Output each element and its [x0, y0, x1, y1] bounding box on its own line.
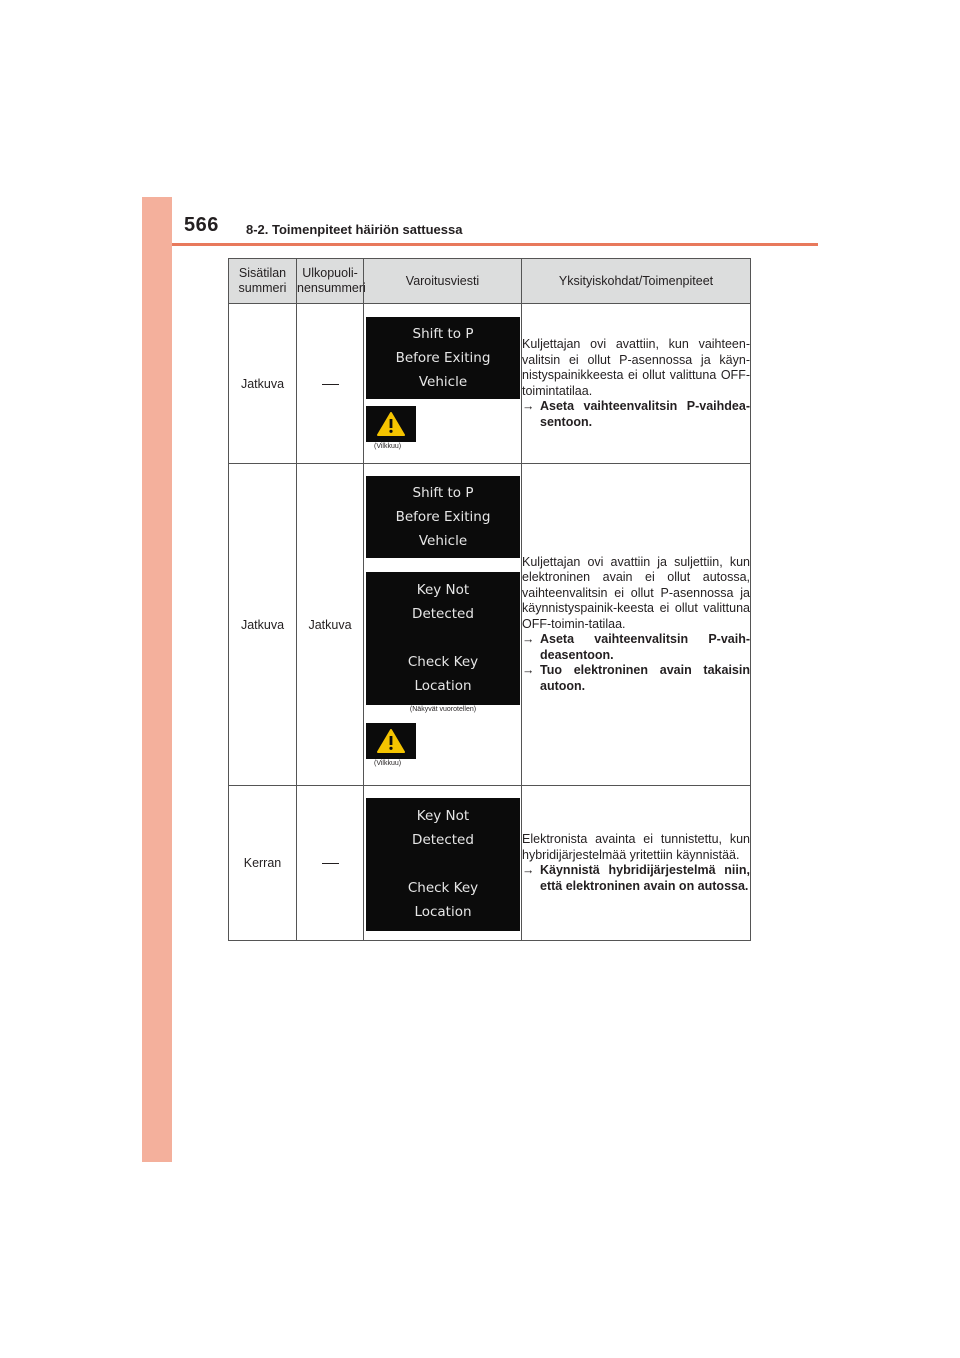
table-row [229, 786, 751, 941]
arrow-icon: → [522, 663, 535, 678]
header-exterior-buzzer [297, 259, 364, 304]
header-details: Yksityiskohdat/Toimenpiteet [522, 259, 751, 304]
row1-interior: Jatkuva [229, 304, 297, 464]
display-line: Detected [412, 606, 474, 622]
table-header-row [229, 259, 751, 304]
warning-table [228, 258, 751, 941]
warning-triangle-icon [376, 728, 406, 754]
row1-message [364, 304, 522, 464]
action-text: Aseta vaihteenvalitsin P-vaihdea-sentoon. [540, 399, 750, 429]
display-line: Vehicle [418, 533, 468, 549]
display-line: Location [414, 678, 472, 694]
dash-none [322, 863, 339, 864]
header-exterior-line1: Ulkopuoli- [302, 266, 358, 280]
action-item [522, 863, 750, 894]
display-key-not-detected [366, 798, 520, 931]
action-text: Aseta vaihteenvalitsin P-vaih-deasentoon. [540, 632, 750, 662]
table-row [229, 464, 751, 786]
row2-interior: Jatkuva [229, 464, 297, 786]
display-line: Check Key [407, 654, 479, 670]
header-interior-line1: Sisätilan [238, 266, 287, 280]
row2-exterior: Jatkuva [297, 464, 364, 786]
display-line: Key Not [416, 808, 470, 824]
blink-caption: (Vilkkuu) [374, 760, 402, 767]
dash-none [322, 384, 339, 385]
action-item [522, 663, 750, 694]
alternate-caption: (Näkyvät vuorotellen) [409, 706, 477, 713]
display-line: Detected [412, 832, 474, 848]
header-rule [172, 243, 818, 246]
arrow-icon: → [522, 399, 535, 413]
header-warning-message: Varoitusviesti [364, 259, 522, 304]
header-interior-buzzer [229, 259, 297, 304]
header-exterior-line2: nensummeri [297, 281, 366, 295]
action-item [522, 632, 750, 663]
row2-message [364, 464, 522, 786]
details-text: Kuljettajan ovi avattiin ja suljettiin, kun elektroninen avain ei ollut autossa, vaihteenvalitsin ei ollut P-asennossa ja käynnistyspainik-keesta ei ollut valittuna OFF-toimin-tatilaa. [522, 554, 750, 631]
blink-caption: (Vilkkuu) [374, 443, 402, 450]
arrow-icon: → [522, 863, 535, 877]
details-text: Kuljettajan ovi avattiin, kun vaihteen-valitsin ei ollut P-asennossa ja käyn-nistyspainikkeesta ei ollut valittuna OFF-toimintatilaa. [522, 337, 750, 398]
display-line: Before Exiting [395, 509, 491, 525]
row3-interior: Kerran [229, 786, 297, 941]
action-text: Käynnistä hybridijärjestelmä niin, että elektroninen avain on autossa. [540, 863, 750, 893]
display-line: Vehicle [418, 374, 468, 390]
display-shift-to-p [366, 317, 520, 399]
warning-indicator [366, 406, 416, 442]
side-color-bar [142, 197, 172, 1162]
row3-exterior [297, 786, 364, 941]
display-line: Key Not [416, 582, 470, 598]
warning-triangle-icon [376, 411, 406, 437]
row1-exterior [297, 304, 364, 464]
display-line: Before Exiting [395, 350, 491, 366]
action-item [522, 399, 750, 430]
arrow-icon: → [522, 632, 535, 647]
display-line: Shift to P [412, 326, 474, 342]
action-text: Tuo elektroninen avain takaisin autoon. [540, 663, 750, 693]
display-shift-to-p [366, 476, 520, 558]
header-interior-line2: summeri [238, 281, 287, 295]
page-number: 566 [184, 214, 219, 236]
display-line: Location [414, 904, 472, 920]
display-key-not-detected [366, 572, 520, 705]
warning-indicator [366, 723, 416, 759]
table-row [229, 304, 751, 464]
display-line: Check Key [407, 880, 479, 896]
section-title: 8-2. Toimenpiteet häiriön sattuessa [246, 222, 463, 237]
row1-details [522, 304, 751, 464]
row2-details [522, 464, 751, 786]
display-line: Shift to P [412, 485, 474, 501]
row3-message [364, 786, 522, 941]
details-text: Elektronista avainta ei tunnistettu, kun hybridijärjestelmää yritettiin käynnistää. [522, 832, 750, 862]
row3-details [522, 786, 751, 941]
